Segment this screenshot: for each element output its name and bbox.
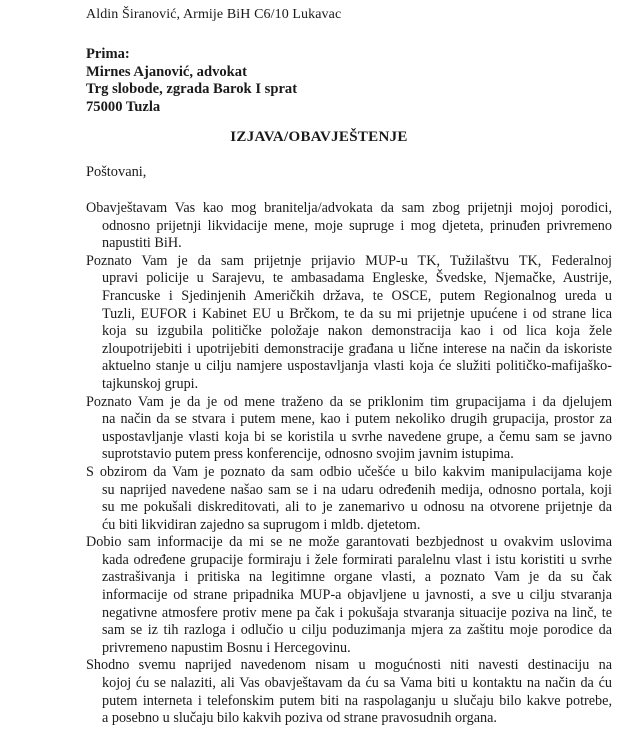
- sender-address: Aldin Širanović, Armije BiH C6/10 Lukavac: [86, 7, 342, 22]
- recipient-city: 75000 Tuzla: [86, 98, 161, 115]
- body-paragraph: [86, 657, 612, 727]
- recipient-name: Mirnes Ajanović, advokat: [86, 63, 247, 80]
- salutation: Poštovani,: [86, 164, 147, 180]
- body-paragraph: [86, 200, 612, 253]
- body-line: privremeno napustim Bosnu i Hercegovinu.: [102, 639, 351, 656]
- body-line: odnosno prijetnji likvidacije mene, moje supruge i mog djeteta, prinuđen privremeno: [102, 217, 612, 234]
- recipient-block: [86, 46, 297, 116]
- body-line: koja su izgubila političke položaje nakon demonstracija kao i od lica koja žele: [102, 323, 612, 340]
- body-paragraph: [86, 534, 612, 657]
- body-line: aktuelno stanje u cilju namjere uspostavljanja vlasti koja će služiti političko-mafijaško-: [102, 358, 612, 375]
- body-line: Poznato Vam je da sam prijetnje prijavio MUP-u TK, Tužilaštvu TK, Federalnoj: [86, 252, 612, 269]
- body-line: Tuzli, EUFOR i Kabinet EU u Brčkom, te da su mi prijetnje upućene i od strane lica: [102, 305, 612, 322]
- body-line: Shodno svemu naprijed navedenom nisam u mogućnosti niti navesti destinaciju na: [86, 657, 612, 674]
- body-line: zastrašivanja i pritiska na legitimne organe vlasti, a poznato Vam je da su čak: [102, 569, 612, 586]
- body-line: Dobio sam informacije da mi se ne može garantovati bezbjednost u ovakvim uslovima: [86, 534, 612, 551]
- body-paragraph: [86, 464, 612, 534]
- document-title: IZJAVA/OBAVJEŠTENJE: [230, 129, 408, 145]
- body-line: negativne atmosfere protiv mene pa čak i pokušaja stvaranja situacije poziva na linč, te: [102, 604, 612, 621]
- body-line: kojoj ću se nalaziti, ali Vas obavještavam da ću sa Vama biti u kontaktu na način da ću: [102, 675, 612, 692]
- body-line: ću biti likvidiran zajedno sa suprugom i mldb. djetetom.: [102, 516, 421, 533]
- body-line: Obavještavam Vas kao mog branitelja/advokata da sam zbog prijetnji mojoj porodici,: [86, 200, 612, 216]
- body-line: suprotstavio putem press konferencije, odnosno svojim javnim istupima.: [102, 446, 514, 463]
- body-line: putem interneta i telefonskim putem biti na raspolaganju u slučaju bilo kakve potrebe,: [102, 692, 612, 709]
- recipient-label: Prima:: [86, 46, 130, 62]
- body-line: sam se iz tih razloga i odlučio u cilju poduzimanja mjera za zaštitu moje porodice da: [102, 622, 612, 639]
- body-line: a posebno u slučaju bilo kakvih poziva od strane pravosudnih organa.: [102, 710, 497, 727]
- body-line: na način da se stvara i putem mene, kao i putem nekoliko drugih grupacija, prostor za: [102, 411, 612, 428]
- body-line: tajkunskoj grupi.: [102, 375, 199, 392]
- body-paragraph: [86, 253, 612, 394]
- body-paragraph: [86, 394, 612, 464]
- body-line: Francuske i Sjedinjenih Američkih država, te OSCE, putem Regionalnog ureda u: [102, 287, 612, 304]
- letter-body: [86, 200, 612, 728]
- body-line: su naprijed navedene našao sam se i na udaru određenih medija, odnosno portala, koji: [102, 481, 612, 498]
- body-line: S obzirom da Vam je poznato da sam odbio učešće u bilo kakvim manipulacijama koje: [86, 463, 612, 480]
- body-line: kada određene grupacije formiraju i žele formirati paralelnu vlast i istu koristiti u svrhe: [102, 551, 612, 568]
- body-line: su me pokušali diskreditovati, ali to je zanemarivo u odnosu na otvorene prijetnje da: [102, 499, 612, 516]
- body-line: Poznato Vam je da je od mene traženo da se priklonim tim grupacijama i da djelujem: [86, 393, 612, 410]
- recipient-street: Trg slobode, zgrada Barok I sprat: [86, 81, 298, 97]
- body-line: upravi policije u Sarajevu, te ambasadama Engleske, Švedske, Njemačke, Austrije,: [102, 270, 612, 287]
- body-line: uspostavljanje vlasti koja bi se koristila u svrhe navedene grupe, a čemu sam se javno: [102, 428, 612, 445]
- body-line: zloupotrijebiti i upotrijebiti demonstracije građana u lične interese na način da iskoriste: [102, 340, 612, 357]
- body-line: napustiti BiH.: [102, 235, 182, 252]
- body-line: informacije od strane pripadnika MUP-a objavljene u javnosti, a sve u cilju stvaranja: [102, 587, 612, 604]
